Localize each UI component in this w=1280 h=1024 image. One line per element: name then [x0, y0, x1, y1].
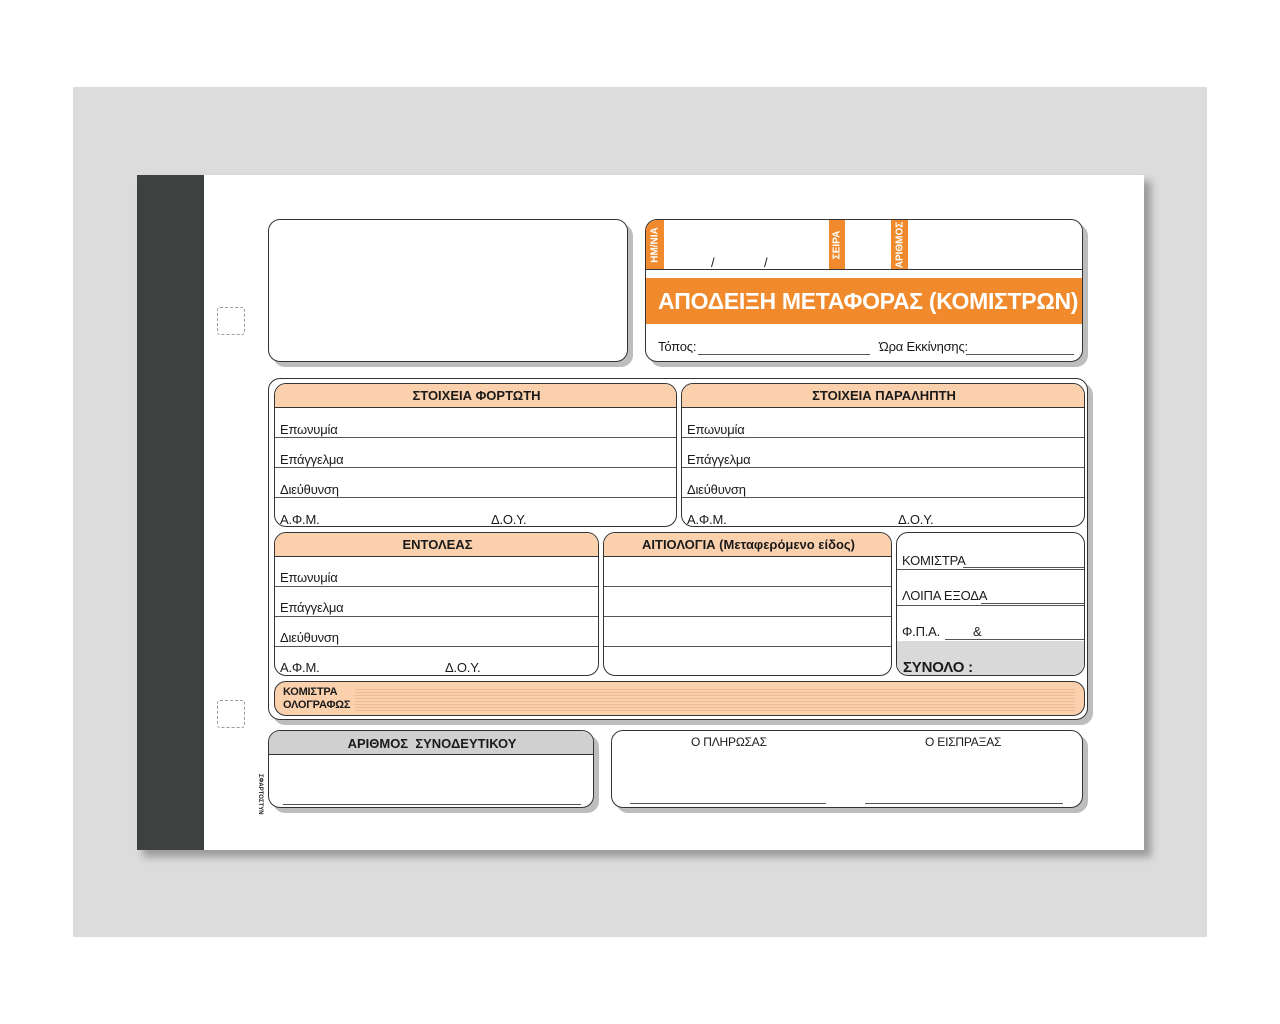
punch-hole-mark: [217, 307, 245, 335]
accompanying-doc-title: ΑΡΙΘΜΟΣ ΣΥΝΟΔΕΥΤΙΚΟΥ: [269, 731, 594, 755]
sender-name-label: Επωνυμία: [280, 422, 338, 437]
fare-label: ΚΟΜΙΣΤΡΑ: [902, 553, 966, 568]
signatures-box: [611, 730, 1083, 808]
date-slash: /: [764, 255, 768, 270]
receiver-address-label: Διεύθυνση: [687, 482, 746, 497]
vat-ampersand: &: [973, 624, 982, 639]
departure-time-label: Ώρα Εκκίνησης:: [879, 339, 968, 354]
printer-mark: [257, 774, 263, 788]
sender-tax-office-label: Δ.Ο.Υ.: [491, 512, 527, 527]
other-costs-label: ΛΟΙΠΑ ΕΞΟΔΑ: [902, 588, 988, 603]
sender-vat-label: Α.Φ.Μ.: [280, 512, 320, 527]
reason-section: [603, 532, 892, 676]
receiver-profession-label: Επάγγελμα: [687, 452, 751, 467]
punch-hole-mark: [217, 700, 245, 728]
binding-strip: [137, 175, 204, 850]
document-header-box: [645, 219, 1083, 362]
principal-address-label: Διεύθυνση: [280, 630, 339, 645]
principal-tax-office-label: Δ.Ο.Υ.: [445, 660, 481, 675]
series-tab: ΣΕΙΡΑ: [829, 220, 845, 270]
receiver-vat-label: Α.Φ.Μ.: [687, 512, 727, 527]
date-tab: ΗΜ/ΝΙΑ: [646, 220, 664, 270]
receiver-tax-office-label: Δ.Ο.Υ.: [898, 512, 934, 527]
principal-name-label: Επωνυμία: [280, 570, 338, 585]
sender-section: [274, 383, 677, 527]
amount-in-words-label-1: ΚΟΜΙΣΤΡΑ: [283, 686, 338, 698]
number-tab: ΑΡΙΘΜΟΣ: [891, 220, 908, 270]
vat-label: Φ.Π.Α.: [902, 624, 941, 639]
document-title: ΑΠΟΔΕΙΞΗ ΜΕΤΑΦΟΡΑΣ (ΚΟΜΙΣΤΡΩΝ): [646, 278, 1083, 324]
accompanying-doc-box: [268, 730, 594, 808]
sender-address-label: Διεύθυνση: [280, 482, 339, 497]
amount-in-words-section: [274, 681, 1085, 716]
receiver-title: ΣΤΟΙΧΕΙΑ ΠΑΡΑΛΗΠΤΗ: [682, 384, 1085, 408]
collector-label: Ο ΕΙΣΠΡΑΞΑΣ: [925, 735, 1002, 749]
principal-title: ΕΝΤΟΛΕΑΣ: [275, 533, 599, 557]
company-info-box: [268, 219, 628, 362]
date-slash: /: [711, 255, 715, 270]
total-label: ΣΥΝΟΛΟ :: [903, 659, 973, 676]
amount-in-words-field: [355, 687, 1075, 711]
receiver-name-label: Επωνυμία: [687, 422, 745, 437]
place-label: Τόπος:: [658, 339, 697, 354]
principal-section: [274, 532, 599, 676]
principal-profession-label: Επάγγελμα: [280, 600, 344, 615]
payer-label: Ο ΠΛΗΡΩΣΑΣ: [691, 735, 767, 749]
amount-in-words-label-2: ΟΛΟΓΡΑΦΩΣ: [283, 699, 351, 711]
totals-section: [896, 532, 1085, 676]
sender-profession-label: Επάγγελμα: [280, 452, 344, 467]
reason-title: ΑΙΤΙΟΛΟΓΙΑ (Μεταφερόμενο είδος): [604, 533, 892, 557]
principal-vat-label: Α.Φ.Μ.: [280, 660, 320, 675]
receiver-section: [681, 383, 1085, 527]
sender-title: ΣΤΟΙΧΕΙΑ ΦΟΡΤΩΤΗ: [275, 384, 677, 408]
